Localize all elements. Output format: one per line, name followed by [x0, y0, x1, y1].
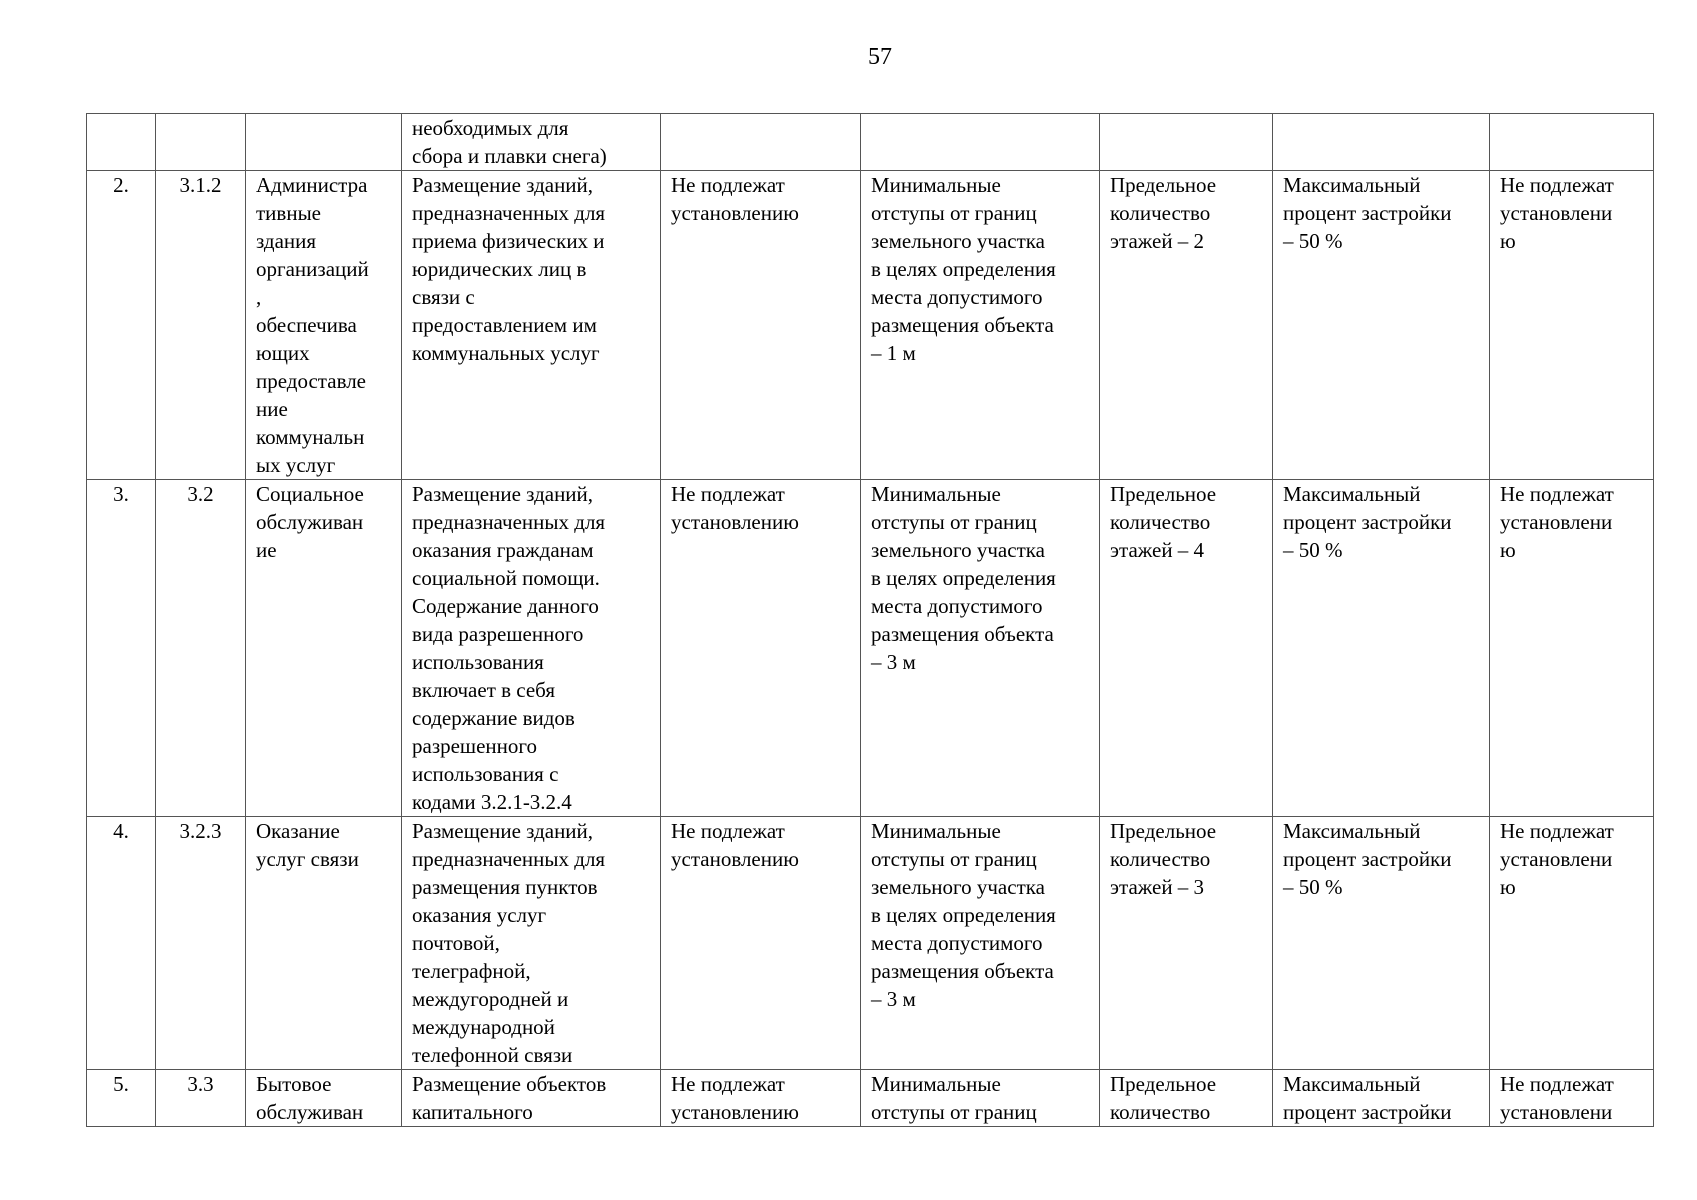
row-description-cell: [402, 817, 661, 1070]
land-use-table: [86, 113, 1654, 1127]
row-setbacks: Минимальные отступы от границ земельного участка в целях определения места допустимого размещения объекта – 3 м: [871, 819, 1056, 1011]
row-build-percent-cell: [1273, 1070, 1490, 1127]
row-name: Оказание услуг связи: [256, 819, 359, 871]
table-row: [87, 171, 1654, 480]
row-size-limits-cell: [661, 817, 861, 1070]
row-floors-cell: [1100, 1070, 1273, 1127]
row-setbacks-cell: [861, 480, 1100, 817]
row-build-percent: Максимальный процент застройки – 50 %: [1283, 819, 1452, 899]
row-other-limits-cell: [1490, 480, 1654, 817]
row-other-limits-cell: [1490, 1070, 1654, 1127]
row-description: необходимых для сбора и плавки снега): [412, 116, 607, 168]
row-setbacks: Минимальные отступы от границ: [871, 1072, 1037, 1124]
row-build-percent: Максимальный процент застройки – 50 %: [1283, 482, 1452, 562]
row-setbacks: Минимальные отступы от границ земельного участка в целях определения места допустимого размещения объекта – 1 м: [871, 173, 1056, 365]
row-floors: Предельное количество этажей – 4: [1110, 482, 1217, 562]
row-number: 3.: [113, 482, 129, 506]
row-name-cell: [246, 114, 402, 171]
row-number-cell: [87, 171, 156, 480]
row-number-cell: [87, 817, 156, 1070]
row-other-limits: Не подлежат установлени ю: [1500, 482, 1614, 562]
row-size-limits-cell: [661, 480, 861, 817]
row-build-percent-cell: [1273, 171, 1490, 480]
row-name-cell: [246, 1070, 402, 1127]
row-description-cell: [402, 171, 661, 480]
row-setbacks-cell: [861, 1070, 1100, 1127]
row-other-limits-cell: [1490, 171, 1654, 480]
row-code-cell: [156, 817, 246, 1070]
row-number-cell: [87, 1070, 156, 1127]
row-description: Размещение объектов капитального: [412, 1072, 607, 1124]
row-other-limits: Не подлежат установлени: [1500, 1072, 1614, 1124]
row-description: Размещение зданий, предназначенных для размещения пунктов оказания услуг почтовой, телеграфной, междугородней и международной телефонной связи: [412, 819, 606, 1067]
row-description-cell: [402, 480, 661, 817]
row-code: 3.2: [187, 482, 214, 506]
row-size-limits-cell: [661, 1070, 861, 1127]
row-code-cell: [156, 171, 246, 480]
row-size-limits: Не подлежат установлению: [671, 173, 799, 225]
row-floors-cell: [1100, 817, 1273, 1070]
row-size-limits-cell: [661, 114, 861, 171]
row-setbacks-cell: [861, 817, 1100, 1070]
row-name: Социальное обслуживан ие: [256, 482, 364, 562]
table-row: [87, 817, 1654, 1070]
row-code: 3.2.3: [179, 819, 222, 843]
row-description: Размещение зданий, предназначенных для приема физических и юридических лиц в связи с предоставлением им коммунальных услуг: [412, 173, 606, 365]
row-name-cell: [246, 171, 402, 480]
row-code-cell: [156, 480, 246, 817]
row-code: 3.1.2: [179, 173, 222, 197]
row-size-limits: Не подлежат установлению: [671, 482, 799, 534]
row-description: Размещение зданий, предназначенных для оказания гражданам социальной помощи. Содержание данного вида разрешенного использования включает в себя содержание видов разрешенного использования с кодами 3.2.1-3.2.4: [412, 482, 606, 814]
row-description-cell: [402, 114, 661, 171]
row-name: Администра тивные здания организаций , обеспечива ющих предоставле ние коммунальн ых услуг: [256, 173, 369, 477]
page-number: 57: [868, 44, 892, 70]
row-number-cell: [87, 480, 156, 817]
row-code: 3.3: [187, 1072, 214, 1096]
row-code-cell: [156, 1070, 246, 1127]
row-size-limits: Не подлежат установлению: [671, 819, 799, 871]
row-other-limits-cell: [1490, 817, 1654, 1070]
row-other-limits-cell: [1490, 114, 1654, 171]
row-floors: Предельное количество: [1110, 1072, 1217, 1124]
row-number: 2.: [113, 173, 129, 197]
row-number-cell: [87, 114, 156, 171]
row-floors: Предельное количество этажей – 3: [1110, 819, 1217, 899]
row-floors-cell: [1100, 114, 1273, 171]
row-code-cell: [156, 114, 246, 171]
row-setbacks-cell: [861, 114, 1100, 171]
table-row: [87, 114, 1654, 171]
row-build-percent-cell: [1273, 114, 1490, 171]
row-setbacks: Минимальные отступы от границ земельного участка в целях определения места допустимого размещения объекта – 3 м: [871, 482, 1056, 674]
row-name: Бытовое обслуживан: [256, 1072, 364, 1124]
row-name-cell: [246, 480, 402, 817]
row-description-cell: [402, 1070, 661, 1127]
row-floors-cell: [1100, 480, 1273, 817]
row-floors: Предельное количество этажей – 2: [1110, 173, 1217, 253]
row-number: 4.: [113, 819, 129, 843]
row-setbacks-cell: [861, 171, 1100, 480]
row-size-limits: Не подлежат установлению: [671, 1072, 799, 1124]
row-name-cell: [246, 817, 402, 1070]
row-size-limits-cell: [661, 171, 861, 480]
row-build-percent-cell: [1273, 480, 1490, 817]
row-build-percent: Максимальный процент застройки: [1283, 1072, 1452, 1124]
row-floors-cell: [1100, 171, 1273, 480]
row-other-limits: Не подлежат установлени ю: [1500, 173, 1614, 253]
table-row: [87, 1070, 1654, 1127]
row-number: 5.: [113, 1072, 129, 1096]
row-other-limits: Не подлежат установлени ю: [1500, 819, 1614, 899]
row-build-percent-cell: [1273, 817, 1490, 1070]
row-build-percent: Максимальный процент застройки – 50 %: [1283, 173, 1452, 253]
table-row: [87, 480, 1654, 817]
